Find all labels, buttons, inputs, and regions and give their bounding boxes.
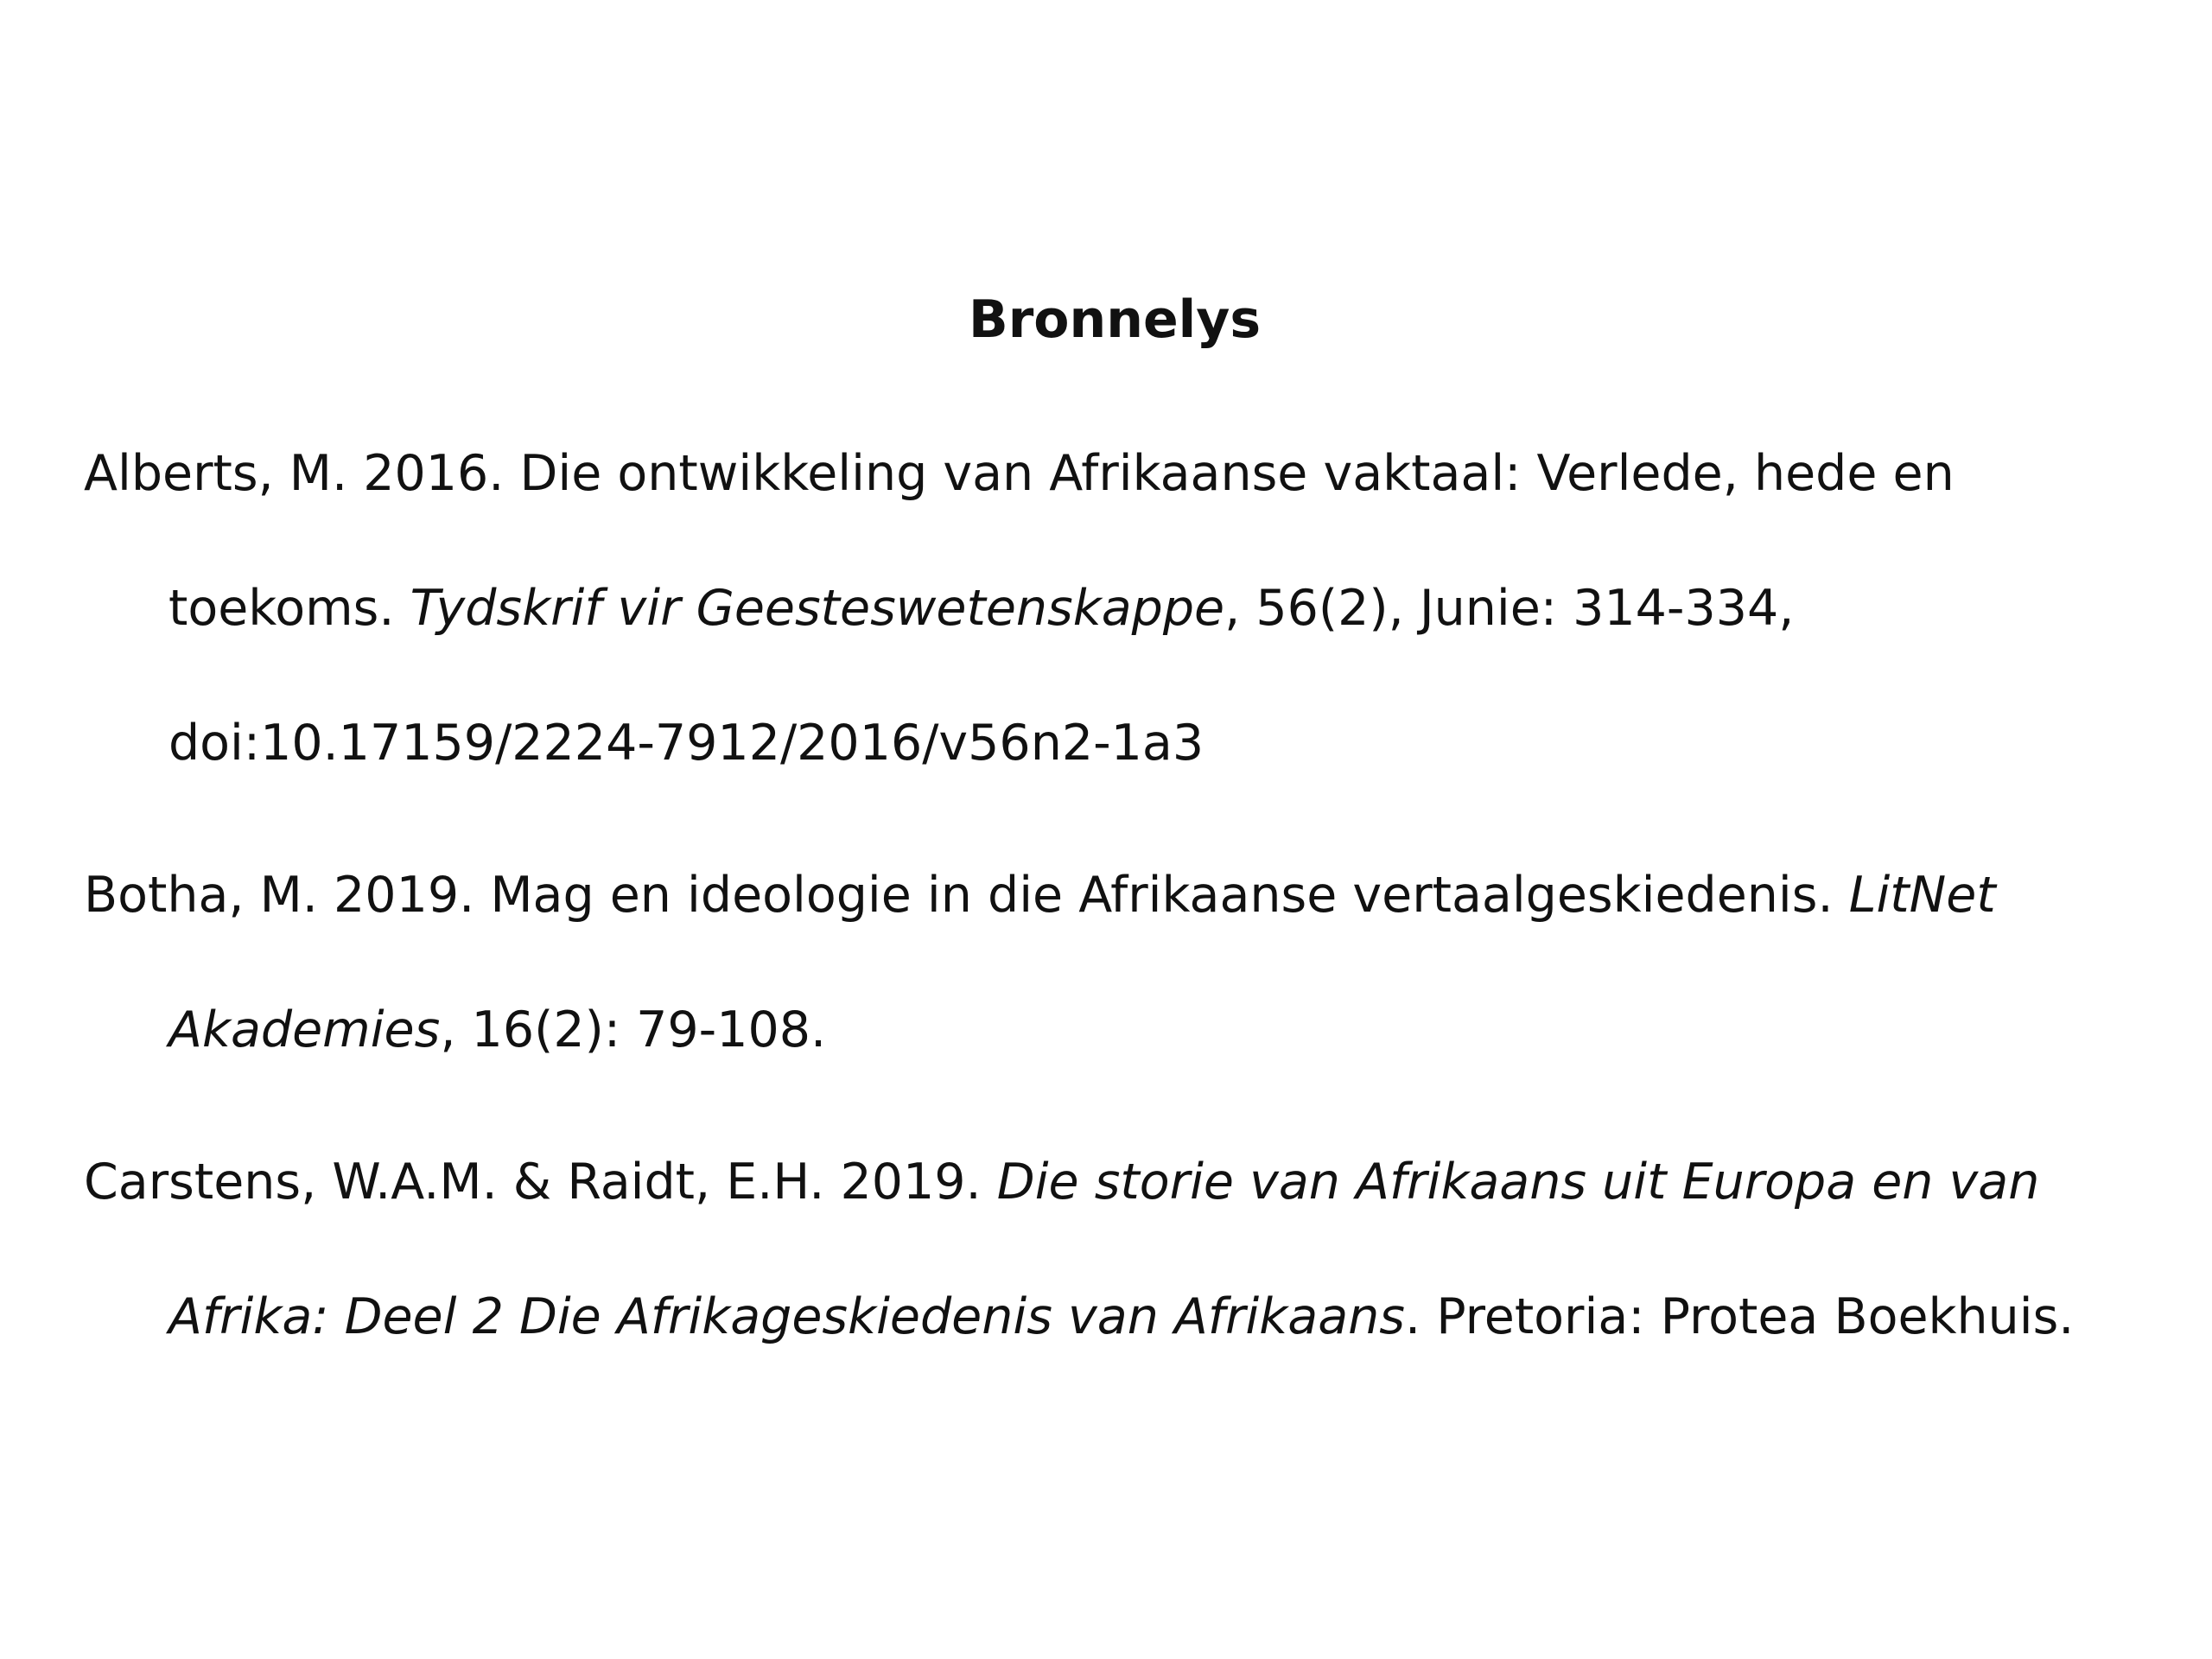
journal-title: LitNet xyxy=(1848,867,1996,924)
reference-line xyxy=(84,1249,2175,1384)
page-title: Bronnelys xyxy=(968,289,1262,350)
reference-entry-carstens xyxy=(84,1115,2175,1384)
reference-text: Alberts, M. 2016. Die ontwikkeling van Afrikaanse vaktaal: Verlede, hede en xyxy=(84,445,1955,502)
reference-text: , 56(2), Junie: 314-334, xyxy=(1224,580,1795,637)
reference-text: toekoms. xyxy=(168,580,410,637)
reference-line xyxy=(84,1115,2175,1249)
reference-line xyxy=(84,963,2175,1097)
book-title: Afrika: Deel 2 Die Afrikageskiedenis van Afrikaans xyxy=(168,1288,1405,1345)
reference-entry-alberts xyxy=(84,406,2175,810)
book-title: Die storie van Afrikaans uit Europa en van xyxy=(996,1154,2040,1211)
reference-text: Carstens, W.A.M. & Raidt, E.H. 2019. xyxy=(84,1154,997,1211)
reference-text: , 16(2): 79-108. xyxy=(440,1001,827,1058)
journal-title: Akademies xyxy=(168,1001,441,1058)
reference-text: Botha, M. 2019. Mag en ideologie in die Afrikaanse vertaalgeskiedenis. xyxy=(84,867,1849,924)
reference-line xyxy=(84,676,2175,810)
doi-text: doi:10.17159/2224-7912/2016/v56n2-1a3 xyxy=(168,715,1205,772)
reference-line xyxy=(84,541,2175,676)
reference-line xyxy=(84,406,2175,541)
reference-line xyxy=(84,828,2175,963)
reference-entry-botha xyxy=(84,828,2175,1097)
reference-text: . Pretoria: Protea Boekhuis. xyxy=(1404,1288,2075,1345)
journal-title: Tydskrif vir Geesteswetenskappe xyxy=(410,580,1225,637)
